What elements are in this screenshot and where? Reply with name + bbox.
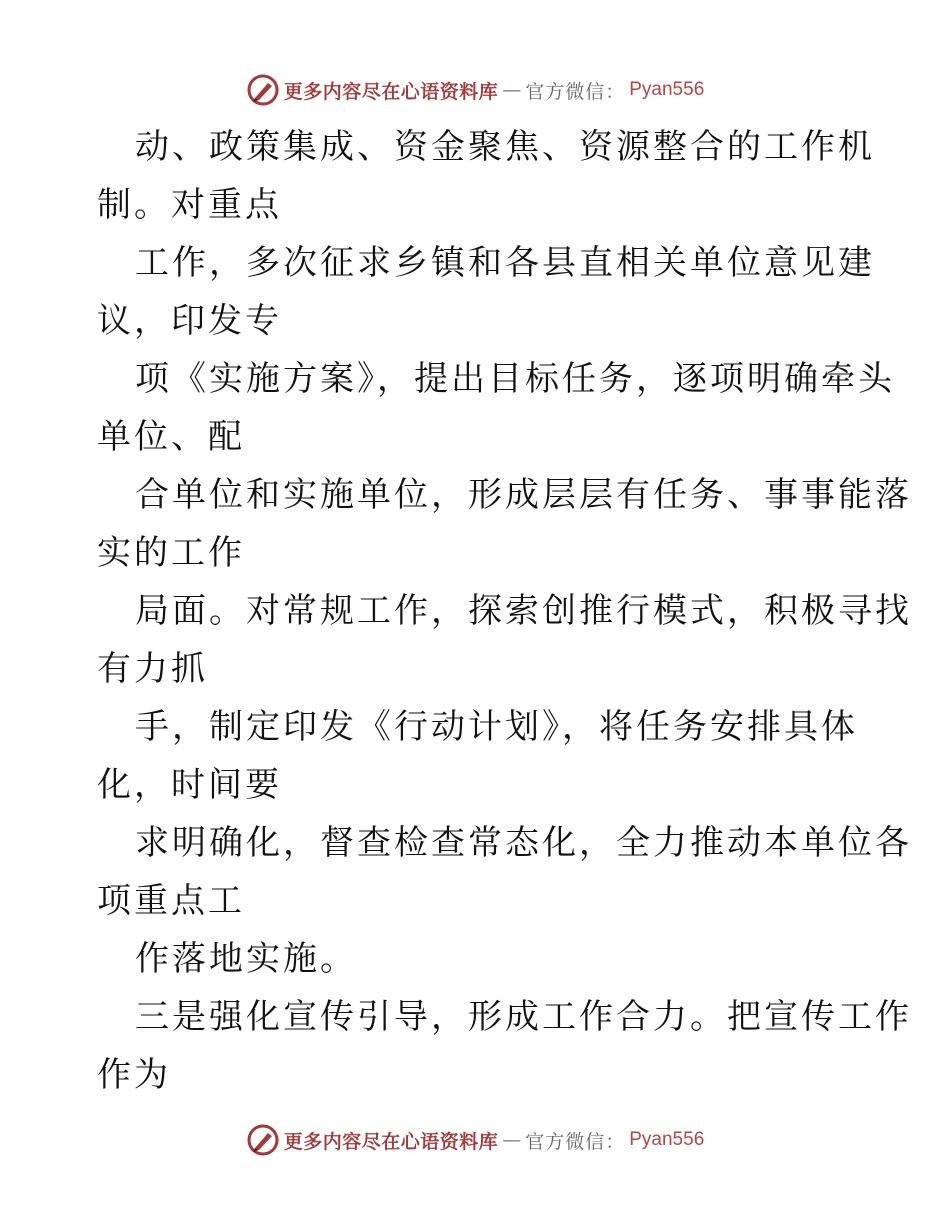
pen-circle-logo-icon	[246, 73, 280, 107]
footer-banner	[0, 1120, 950, 1160]
text-line: 三是强化宣传引导，形成工作合力。把宣传工作	[135, 997, 912, 1037]
text-line: 作为	[97, 1055, 171, 1095]
body-text	[0, 118, 950, 1104]
banner-wechat-id: Pyan556	[629, 1129, 705, 1150]
text-line: 实的工作	[97, 533, 245, 573]
pen-circle-logo-icon	[246, 1123, 280, 1157]
text-line: 求明确化，督查检查常态化，全力推动本单位各	[135, 823, 912, 863]
text-line: 单位、配	[97, 417, 245, 457]
banner-wechat-id: Pyan556	[629, 79, 705, 100]
text-line: 动、政策集成、资金聚焦、资源整合的工作机	[135, 127, 875, 167]
banner-wechat-label: 官方微信：	[525, 1130, 626, 1153]
banner-dash: —	[502, 79, 522, 101]
banner-site-text: 更多内容尽在心语资料库	[283, 80, 499, 103]
banner-site-text: 更多内容尽在心语资料库	[283, 1130, 499, 1153]
text-line: 制。对重点	[97, 185, 282, 225]
text-line: 化，时间要	[97, 765, 282, 805]
header-banner	[0, 70, 950, 110]
banner-dash: —	[502, 1129, 522, 1151]
text-line: 合单位和实施单位，形成层层有任务、事事能落	[135, 475, 912, 515]
text-line: 手，制定印发《行动计划》，将任务安排具体	[135, 707, 858, 747]
banner-wechat-label: 官方微信：	[525, 80, 626, 103]
text-line: 作落地实施。	[135, 939, 357, 979]
text-line: 项重点工	[97, 881, 245, 921]
text-line: 有力抓	[97, 649, 208, 689]
text-line: 项《实施方案》，提出目标任务，逐项明确牵头	[135, 359, 895, 399]
text-line: 议，印发专	[97, 301, 282, 341]
text-line: 工作，多次征求乡镇和各县直相关单位意见建	[135, 243, 875, 283]
text-line: 局面。对常规工作，探索创推行模式，积极寻找	[135, 591, 912, 631]
